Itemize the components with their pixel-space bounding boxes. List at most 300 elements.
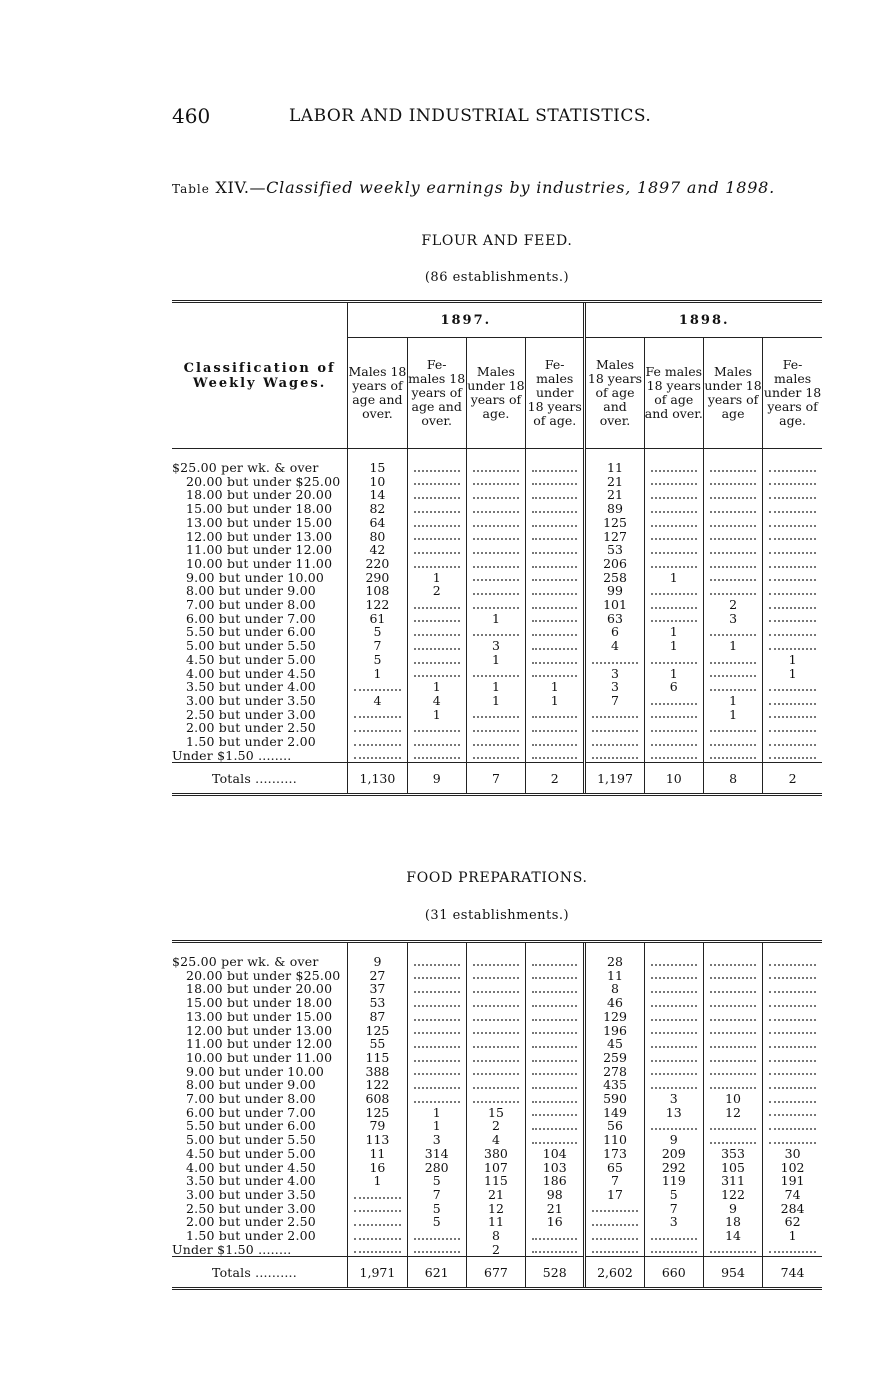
table-cell <box>526 1133 585 1147</box>
table-cell <box>466 996 525 1010</box>
table-cell <box>703 969 762 983</box>
table-row <box>172 1243 822 1257</box>
table-cell <box>763 680 822 694</box>
table-cell <box>644 1037 703 1051</box>
table-cell: 7 <box>407 1188 466 1202</box>
table-cell <box>348 708 407 722</box>
table-row <box>172 612 822 626</box>
table-cell <box>407 667 466 681</box>
wage-class-label: 15.00 but under 18.00 <box>186 996 333 1010</box>
table-title-number: XIV.— <box>215 178 267 197</box>
col-header-1898-females-adult: Fe males 18 years of age and over. <box>644 338 703 449</box>
table-row <box>172 749 822 763</box>
totals-cell: 660 <box>644 1257 703 1289</box>
wage-class-label: 3.00 but under 3.50 <box>186 693 316 708</box>
table-row <box>172 530 822 544</box>
table-cell: 6 <box>644 680 703 694</box>
table-cell: 9 <box>644 1133 703 1147</box>
table-cell <box>763 1092 822 1106</box>
table-cell <box>644 1229 703 1243</box>
table-row <box>172 1092 822 1106</box>
table-cell: 62 <box>763 1215 822 1229</box>
wage-class-label: Under $1.50 ........ <box>172 748 292 763</box>
table-cell <box>526 516 585 530</box>
table-cell <box>703 721 762 735</box>
table-cell <box>763 1133 822 1147</box>
table-cell <box>526 1092 585 1106</box>
table-cell: 53 <box>585 543 644 557</box>
table-cell: 87 <box>348 1010 407 1024</box>
table-cell: 1 <box>644 571 703 585</box>
table-cell <box>703 996 762 1010</box>
table-row <box>172 1202 822 1216</box>
table-cell <box>644 530 703 544</box>
table-cell <box>407 1051 466 1065</box>
table-cell: 11 <box>585 969 644 983</box>
table-cell <box>644 749 703 763</box>
table-cell <box>526 1065 585 1079</box>
wage-class-label: 11.00 but under 12.00 <box>186 1037 333 1051</box>
table-cell <box>407 1037 466 1051</box>
table-cell <box>526 1010 585 1024</box>
table-cell <box>763 996 822 1010</box>
table-cell: 5 <box>348 653 407 667</box>
table-cell: 65 <box>585 1161 644 1175</box>
table-cell: 21 <box>466 1188 525 1202</box>
table-cell <box>703 1078 762 1092</box>
table-cell <box>703 653 762 667</box>
table-cell <box>526 1078 585 1092</box>
table-cell <box>407 1024 466 1038</box>
totals-cell: 7 <box>466 763 525 795</box>
table-cell: 8 <box>466 1229 525 1243</box>
table-cell: 125 <box>585 516 644 530</box>
table-cell <box>466 557 525 571</box>
table-cell <box>466 1037 525 1051</box>
table-cell: 1 <box>703 694 762 708</box>
wage-class-label: 15.00 but under 18.00 <box>186 502 333 516</box>
wage-class-label: Under $1.50 ........ <box>172 1242 292 1257</box>
table-cell <box>644 516 703 530</box>
table-cell <box>466 1051 525 1065</box>
table-cell <box>703 543 762 557</box>
table-cell: 5 <box>407 1202 466 1216</box>
table-cell: 2 <box>466 1119 525 1133</box>
table-cell <box>763 969 822 983</box>
table-cell: 1 <box>644 667 703 681</box>
table-cell <box>585 1215 644 1229</box>
table-cell <box>466 982 525 996</box>
table-cell <box>644 1119 703 1133</box>
table-cell: 15 <box>466 1106 525 1120</box>
table-cell: 292 <box>644 1161 703 1175</box>
table-cell <box>763 735 822 749</box>
table-cell: 17 <box>585 1188 644 1202</box>
totals-cell: 528 <box>526 1257 585 1289</box>
table-cell: 103 <box>526 1161 585 1175</box>
table-cell <box>763 694 822 708</box>
table-cell <box>703 1065 762 1079</box>
table-cell: 284 <box>763 1202 822 1216</box>
table-cell <box>407 969 466 983</box>
table-row <box>172 1188 822 1202</box>
table-cell <box>763 584 822 598</box>
wage-table-food <box>172 940 822 1290</box>
table-cell: 1 <box>763 653 822 667</box>
table-cell: 46 <box>585 996 644 1010</box>
table-cell <box>526 749 585 763</box>
table-cell: 1 <box>466 680 525 694</box>
col-header-1897-females-adult: Fe- males 18 years of age and over. <box>407 338 466 449</box>
table-row <box>172 1215 822 1229</box>
table-cell: 4 <box>466 1133 525 1147</box>
table-cell: 1 <box>763 667 822 681</box>
table-cell: 259 <box>585 1051 644 1065</box>
wage-class-label: 2.50 but under 3.00 <box>186 707 316 722</box>
table-cell: 3 <box>407 1133 466 1147</box>
table-cell: 311 <box>703 1174 762 1188</box>
table-cell: 314 <box>407 1147 466 1161</box>
table-cell <box>466 1024 525 1038</box>
table-cell <box>703 461 762 475</box>
table-cell <box>763 721 822 735</box>
wage-class-label: 9.00 but under 10.00 <box>186 1064 325 1079</box>
table-cell: 5 <box>348 625 407 639</box>
table-cell <box>466 1092 525 1106</box>
table-cell <box>526 612 585 626</box>
table-cell <box>526 639 585 653</box>
table-row <box>172 502 822 516</box>
table-cell: 590 <box>585 1092 644 1106</box>
table-cell: 4 <box>585 639 644 653</box>
table-cell: 125 <box>348 1106 407 1120</box>
table-cell <box>644 1024 703 1038</box>
table-cell: 149 <box>585 1106 644 1120</box>
table-cell: 4 <box>407 694 466 708</box>
table-cell <box>466 516 525 530</box>
table-cell: 9 <box>703 1202 762 1216</box>
table-cell <box>644 1078 703 1092</box>
page-number: 460 <box>172 104 211 128</box>
table-cell <box>703 1051 762 1065</box>
table-row <box>172 475 822 489</box>
table-cell: 353 <box>703 1147 762 1161</box>
table-cell <box>644 1051 703 1065</box>
table-cell: 290 <box>348 571 407 585</box>
table-cell: 102 <box>763 1161 822 1175</box>
table-cell: 5 <box>407 1174 466 1188</box>
table-cell <box>763 955 822 969</box>
table-cell: 435 <box>585 1078 644 1092</box>
table-cell <box>644 584 703 598</box>
wage-class-label: 3.00 but under 3.50 <box>186 1187 316 1202</box>
table-cell <box>526 543 585 557</box>
table-cell <box>763 543 822 557</box>
table-cell <box>526 955 585 969</box>
table-cell <box>466 571 525 585</box>
table-cell: 16 <box>526 1215 585 1229</box>
table-cell <box>585 721 644 735</box>
wage-class-label: 3.50 but under 4.00 <box>186 680 316 694</box>
table-cell <box>466 1065 525 1079</box>
table-cell <box>644 708 703 722</box>
table-cell <box>526 969 585 983</box>
table-cell: 3 <box>703 612 762 626</box>
table-cell <box>407 955 466 969</box>
wage-class-label: $25.00 per wk. & over <box>172 955 319 969</box>
table-cell <box>526 735 585 749</box>
table-cell <box>703 625 762 639</box>
wage-class-label: 4.50 but under 5.00 <box>186 652 316 667</box>
table-row <box>172 1119 822 1133</box>
section-title-flour: FLOUR AND FEED. <box>421 233 573 249</box>
table-row <box>172 1133 822 1147</box>
table-cell: 1 <box>348 1174 407 1188</box>
wage-class-label: 2.00 but under 2.50 <box>186 1215 316 1230</box>
table-cell <box>585 1243 644 1257</box>
totals-cell: 677 <box>466 1257 525 1289</box>
table-cell: 10 <box>703 1092 762 1106</box>
table-cell: 3 <box>644 1092 703 1106</box>
table-cell <box>526 996 585 1010</box>
table-cell <box>466 488 525 502</box>
table-cell: 3 <box>466 639 525 653</box>
table-cell <box>348 1229 407 1243</box>
col-header-1898-males-minor: Males under 18 years of age <box>703 338 762 449</box>
table-cell <box>703 1010 762 1024</box>
table-cell <box>407 653 466 667</box>
table-cell: 99 <box>585 584 644 598</box>
table-cell: 53 <box>348 996 407 1010</box>
table-cell <box>703 584 762 598</box>
table-cell <box>526 1106 585 1120</box>
table-cell: 1 <box>703 639 762 653</box>
table-cell <box>763 1010 822 1024</box>
table-cell: 196 <box>585 1024 644 1038</box>
wage-class-label: 18.00 but under 20.00 <box>186 488 333 503</box>
table-cell <box>703 680 762 694</box>
table-cell: 2 <box>407 584 466 598</box>
table-cell <box>526 982 585 996</box>
table-cell <box>644 488 703 502</box>
table-cell: 63 <box>585 612 644 626</box>
table-row <box>172 543 822 557</box>
table-row <box>172 598 822 612</box>
table-cell <box>526 475 585 489</box>
page-header <box>172 104 822 128</box>
table-row <box>172 625 822 639</box>
table-cell: 56 <box>585 1119 644 1133</box>
table-cell <box>644 955 703 969</box>
table-cell <box>526 557 585 571</box>
table-cell <box>466 502 525 516</box>
table-cell <box>407 543 466 557</box>
table-cell: 16 <box>348 1161 407 1175</box>
table-cell <box>407 475 466 489</box>
wage-class-label: 20.00 but under $25.00 <box>186 474 341 489</box>
section-title-food: FOOD PREPARATIONS. <box>406 870 588 886</box>
table-cell <box>407 612 466 626</box>
wage-class-label: 3.50 but under 4.00 <box>186 1174 316 1188</box>
table-cell <box>644 475 703 489</box>
section-subtitle-food: (31 establishments.) <box>424 908 570 923</box>
table-cell <box>763 1119 822 1133</box>
table-cell <box>526 721 585 735</box>
wage-class-label: 2.50 but under 3.00 <box>186 1201 316 1216</box>
table-cell: 173 <box>585 1147 644 1161</box>
table-cell <box>407 996 466 1010</box>
table-cell: 1 <box>407 708 466 722</box>
table-cell: 258 <box>585 571 644 585</box>
table-cell <box>703 667 762 681</box>
totals-cell: 2 <box>763 763 822 795</box>
table-cell <box>644 982 703 996</box>
table-cell <box>407 639 466 653</box>
table-cell <box>703 1119 762 1133</box>
table-cell: 220 <box>348 557 407 571</box>
table-cell: 21 <box>585 475 644 489</box>
table-cell <box>526 461 585 475</box>
table-cell <box>644 1065 703 1079</box>
table-cell: 113 <box>348 1133 407 1147</box>
wage-class-label: 9.00 but under 10.00 <box>186 570 325 585</box>
table-title <box>172 178 822 197</box>
table-row <box>172 571 822 585</box>
table-cell <box>703 1133 762 1147</box>
wage-class-label: 13.00 but under 15.00 <box>186 515 333 530</box>
table-cell <box>466 1010 525 1024</box>
totals-cell: 1,971 <box>348 1257 407 1289</box>
table-cell: 27 <box>348 969 407 983</box>
wage-class-label: 4.00 but under 4.50 <box>186 1160 316 1175</box>
table-cell <box>644 1243 703 1257</box>
table-cell: 1 <box>466 694 525 708</box>
table-cell: 1 <box>407 571 466 585</box>
table-cell <box>644 653 703 667</box>
table-cell <box>348 1202 407 1216</box>
table-cell: 127 <box>585 530 644 544</box>
table-cell <box>763 1024 822 1038</box>
table-cell <box>466 955 525 969</box>
table-cell <box>703 749 762 763</box>
table-row <box>172 653 822 667</box>
table-cell <box>526 1024 585 1038</box>
table-cell: 79 <box>348 1119 407 1133</box>
totals-cell: 1,130 <box>348 763 407 795</box>
col-header-1898-males-adult: Males 18 years of age and over. <box>585 338 644 449</box>
table-cell <box>703 516 762 530</box>
table-cell <box>526 502 585 516</box>
col-header-1898-females-minor: Fe- males under 18 years of age. <box>763 338 822 449</box>
wage-table-flour <box>172 300 822 796</box>
table-cell <box>407 1243 466 1257</box>
table-cell: 105 <box>703 1161 762 1175</box>
table-cell <box>585 1229 644 1243</box>
table-cell: 12 <box>703 1106 762 1120</box>
wage-class-label: 5.00 but under 5.50 <box>186 639 316 653</box>
table-cell: 4 <box>348 694 407 708</box>
table-cell: 61 <box>348 612 407 626</box>
wage-class-label: 5.00 but under 5.50 <box>186 1133 316 1147</box>
running-title: LABOR AND INDUSTRIAL STATISTICS. <box>289 106 652 126</box>
table-cell <box>703 475 762 489</box>
wage-class-label: 6.00 but under 7.00 <box>186 611 316 626</box>
table-cell <box>763 1065 822 1079</box>
totals-label: Totals .......... <box>172 763 348 795</box>
table-cell <box>526 1229 585 1243</box>
table-cell <box>407 461 466 475</box>
totals-cell: 954 <box>703 1257 762 1289</box>
table-cell <box>763 982 822 996</box>
wage-class-label: 5.50 but under 6.00 <box>186 625 316 640</box>
table-row <box>172 461 822 475</box>
table-cell <box>466 584 525 598</box>
table-cell: 9 <box>348 955 407 969</box>
table-row <box>172 1024 822 1038</box>
table-cell <box>644 1010 703 1024</box>
table-cell <box>644 557 703 571</box>
table-cell: 1 <box>644 625 703 639</box>
table-cell <box>763 1106 822 1120</box>
table-cell <box>348 735 407 749</box>
table-row <box>172 1147 822 1161</box>
table-cell: 107 <box>466 1161 525 1175</box>
table-cell: 7 <box>644 1202 703 1216</box>
table-cell <box>407 1010 466 1024</box>
table-cell <box>526 1051 585 1065</box>
table-cell: 608 <box>348 1092 407 1106</box>
table-cell <box>526 625 585 639</box>
table-cell <box>526 1243 585 1257</box>
table-cell: 115 <box>348 1051 407 1065</box>
table-cell: 122 <box>348 598 407 612</box>
table-cell <box>526 667 585 681</box>
totals-row <box>172 763 822 795</box>
table-cell <box>763 502 822 516</box>
table-cell <box>644 969 703 983</box>
table-cell <box>466 667 525 681</box>
table-cell: 1 <box>407 1119 466 1133</box>
table-cell: 108 <box>348 584 407 598</box>
table-cell <box>407 721 466 735</box>
wage-class-label: 7.00 but under 8.00 <box>186 598 316 612</box>
totals-cell: 8 <box>703 763 762 795</box>
table-cell <box>763 530 822 544</box>
table-cell <box>585 708 644 722</box>
table-cell: 2 <box>466 1243 525 1257</box>
table-row <box>172 1065 822 1079</box>
table-cell: 280 <box>407 1161 466 1175</box>
totals-cell: 621 <box>407 1257 466 1289</box>
table-cell <box>703 1037 762 1051</box>
table-row <box>172 680 822 694</box>
table-cell <box>407 530 466 544</box>
wage-class-label: 1.50 but under 2.00 <box>186 735 316 749</box>
totals-cell: 9 <box>407 763 466 795</box>
table-row <box>172 667 822 681</box>
table-cell <box>466 543 525 557</box>
table-cell <box>644 543 703 557</box>
table-cell: 18 <box>703 1215 762 1229</box>
table-cell <box>585 749 644 763</box>
year-header-1898: 1898. <box>585 302 822 338</box>
table-cell <box>466 708 525 722</box>
table-row <box>172 955 822 969</box>
table-row <box>172 488 822 502</box>
table-cell <box>644 721 703 735</box>
table-row <box>172 1078 822 1092</box>
table-row <box>172 1037 822 1051</box>
